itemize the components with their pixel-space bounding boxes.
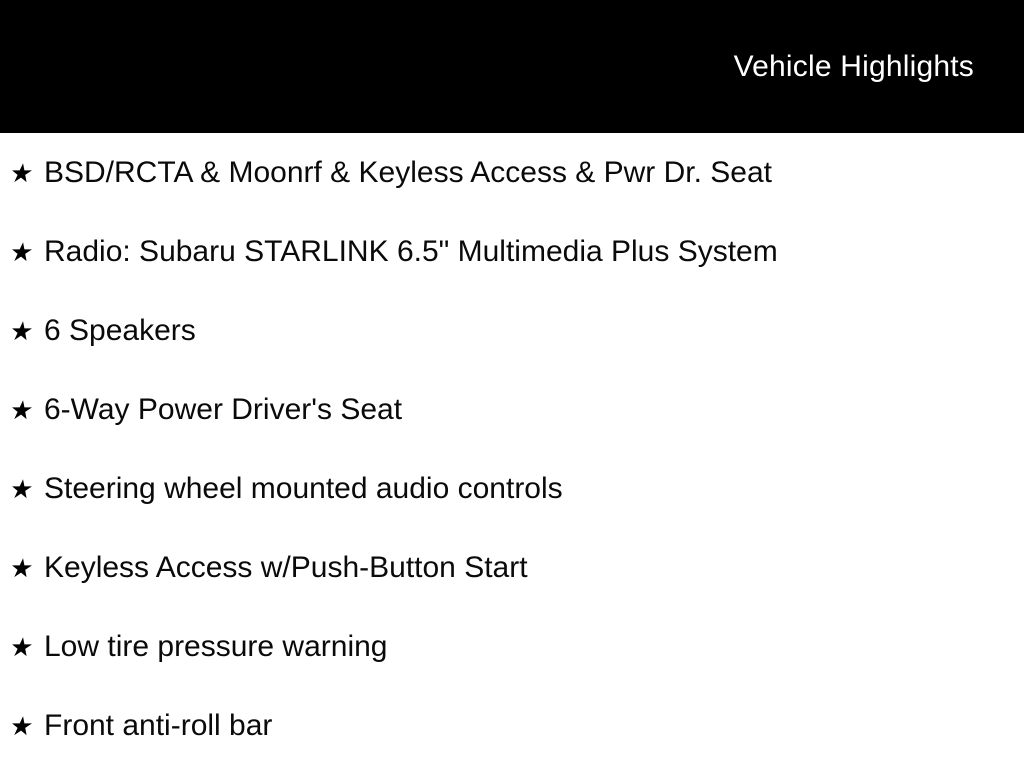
list-item — [0, 212, 1024, 291]
star-icon: ★ — [7, 157, 36, 188]
highlight-text: 6 Speakers — [44, 313, 196, 347]
list-item — [0, 686, 1024, 765]
list-item — [0, 133, 1024, 212]
page-title: Vehicle Highlights — [733, 49, 974, 83]
highlight-text: BSD/RCTA & Moonrf & Keyless Access & Pwr Dr. Seat — [44, 155, 773, 189]
highlight-text: Low tire pressure warning — [44, 629, 388, 663]
star-icon: ★ — [7, 710, 36, 741]
highlight-text: Keyless Access w/Push-Button Start — [44, 550, 528, 584]
star-icon: ★ — [7, 631, 36, 662]
highlight-list — [0, 133, 1024, 765]
star-icon: ★ — [7, 394, 36, 425]
list-item — [0, 449, 1024, 528]
star-icon: ★ — [7, 473, 36, 504]
highlight-text: Steering wheel mounted audio controls — [44, 471, 563, 505]
highlight-text: Radio: Subaru STARLINK 6.5" Multimedia Plus System — [44, 234, 778, 268]
list-item — [0, 370, 1024, 449]
highlight-text: 6-Way Power Driver's Seat — [44, 392, 403, 426]
star-icon: ★ — [7, 552, 36, 583]
header-bar — [0, 0, 1024, 133]
star-icon: ★ — [7, 315, 36, 346]
star-icon: ★ — [7, 236, 36, 267]
highlight-text: Front anti-roll bar — [44, 708, 273, 742]
list-item — [0, 607, 1024, 686]
list-item — [0, 291, 1024, 370]
list-item — [0, 528, 1024, 607]
